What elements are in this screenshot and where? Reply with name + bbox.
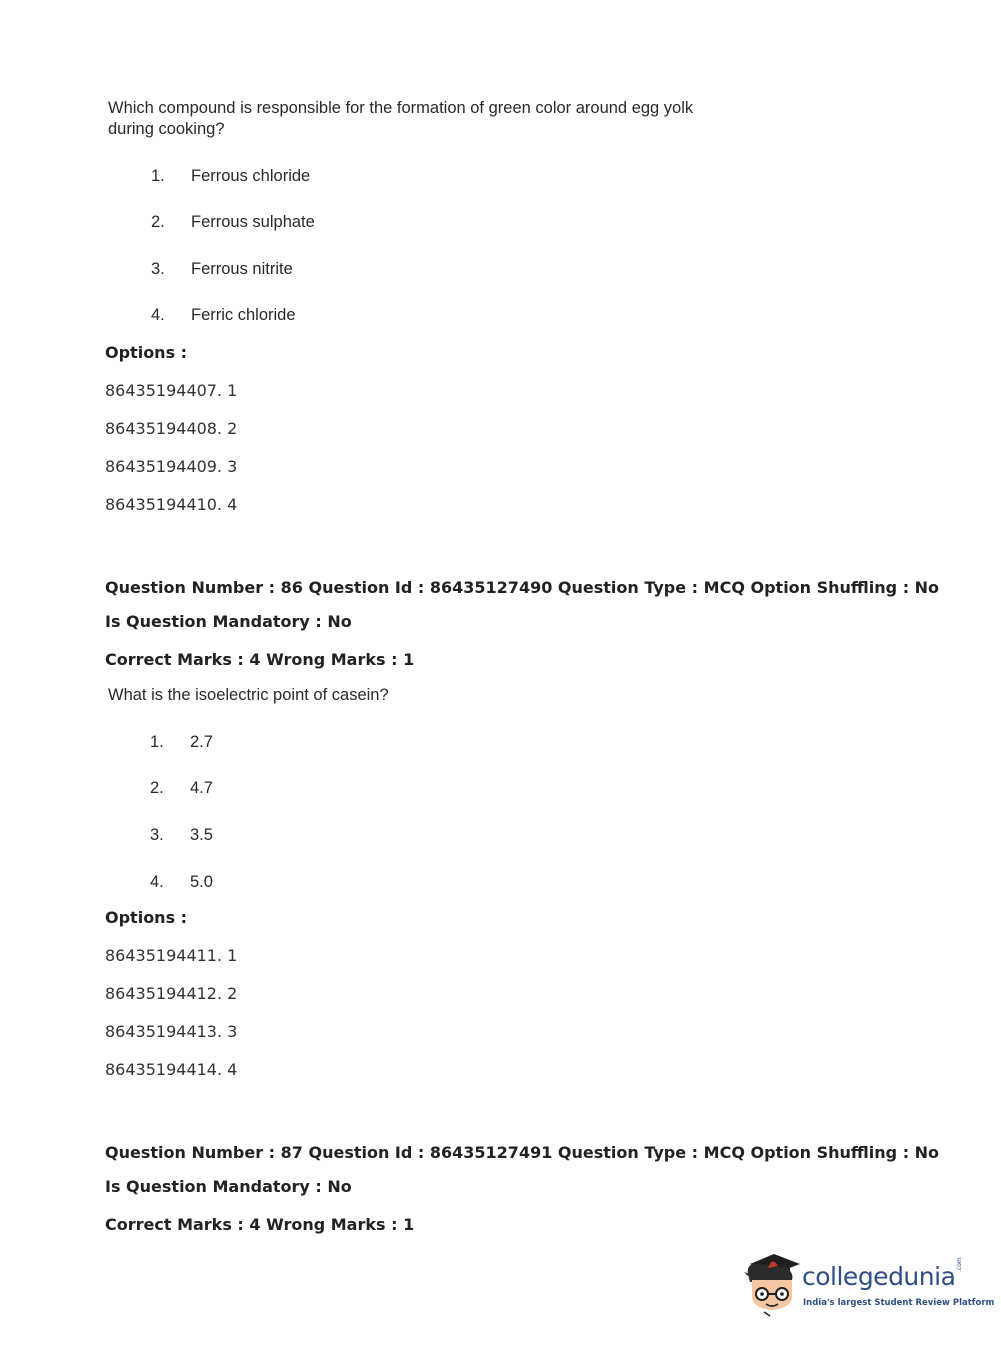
choice-number: 4.	[151, 306, 165, 324]
question-86-choice-3	[150, 824, 213, 846]
logo-tagline: India's largest Student Review Platform	[803, 1298, 995, 1308]
choice-number: 1.	[151, 167, 165, 185]
question-86-choice-4	[150, 871, 213, 893]
question-86-option-id-3: 86435194413. 3	[105, 1022, 238, 1041]
question-86-option-id-2: 86435194412. 2	[105, 984, 238, 1003]
question-85-option-id-2: 86435194408. 2	[105, 419, 238, 438]
question-87-header: Question Number : 87 Question Id : 86435127491 Question Type : MCQ Option Shuffling : No	[105, 1143, 940, 1162]
question-85-option-id-1: 86435194407. 1	[105, 381, 238, 400]
question-85-choice-4	[151, 304, 296, 326]
choice-text: Ferrous nitrite	[191, 260, 293, 278]
question-86-mandatory: Is Question Mandatory : No	[105, 612, 352, 631]
choice-number: 3.	[150, 826, 164, 844]
choice-number: 2.	[150, 779, 164, 797]
choice-text: Ferrous chloride	[191, 167, 311, 185]
collegedunia-logo	[742, 1250, 995, 1320]
student-mascot-icon	[742, 1250, 802, 1318]
choice-text: Ferric chloride	[191, 306, 296, 324]
choice-text: 2.7	[190, 733, 213, 751]
question-85-choice-3	[151, 258, 293, 280]
question-85-text	[108, 98, 693, 140]
question-87-marks: Correct Marks : 4 Wrong Marks : 1	[105, 1215, 415, 1234]
logo-com-suffix: .com	[956, 1257, 963, 1272]
question-86-header: Question Number : 86 Question Id : 86435127490 Question Type : MCQ Option Shuffling : No	[105, 578, 940, 597]
choice-number: 3.	[151, 260, 165, 278]
question-86-text: What is the isoelectric point of casein?	[108, 686, 389, 704]
question-86-choice-1	[150, 731, 213, 753]
logo-brand-name: collegedunia	[802, 1262, 956, 1291]
choice-text: 5.0	[190, 873, 213, 891]
question-85-choice-2	[151, 211, 315, 233]
choice-number: 1.	[150, 733, 164, 751]
question-85-choice-1	[151, 165, 310, 187]
choice-number: 4.	[150, 873, 164, 891]
choice-number: 2.	[151, 213, 165, 231]
question-86-option-id-1: 86435194411. 1	[105, 946, 238, 965]
question-85-text-line2: during cooking?	[108, 120, 225, 138]
choice-text: 3.5	[190, 826, 213, 844]
question-86-choice-2	[150, 777, 213, 799]
choice-text: Ferrous sulphate	[191, 213, 315, 231]
choice-text: 4.7	[190, 779, 213, 797]
question-85-option-id-3: 86435194409. 3	[105, 457, 238, 476]
question-85-option-id-4: 86435194410. 4	[105, 495, 238, 514]
question-85-options-label: Options :	[105, 343, 188, 362]
question-85-text-line1: Which compound is responsible for the formation of green color around egg yolk	[108, 99, 694, 117]
question-87-mandatory: Is Question Mandatory : No	[105, 1177, 352, 1196]
question-86-options-label: Options :	[105, 908, 188, 927]
question-86-marks: Correct Marks : 4 Wrong Marks : 1	[105, 650, 415, 669]
question-86-option-id-4: 86435194414. 4	[105, 1060, 238, 1079]
